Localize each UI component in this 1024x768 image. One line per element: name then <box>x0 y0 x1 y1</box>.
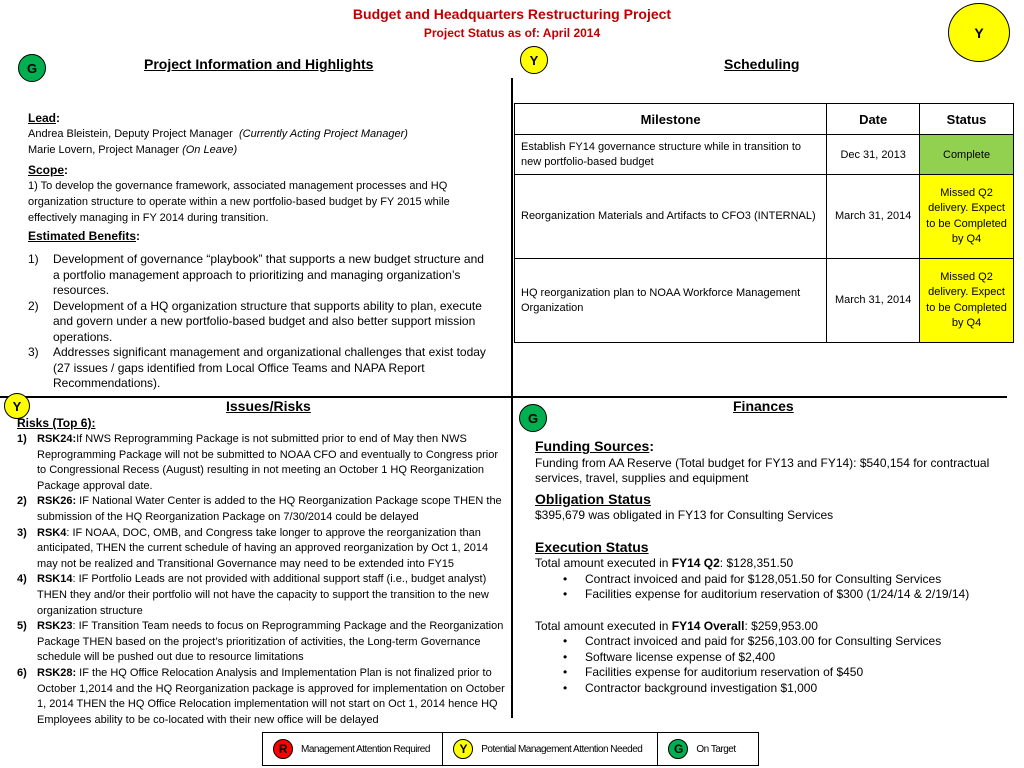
status-cell: Missed Q2 delivery. Expect to be Completed by Q4 <box>920 175 1014 259</box>
date-cell: March 31, 2014 <box>827 259 920 343</box>
list-item: • Contract invoiced and paid for $128,051.50 for Consulting Services <box>535 572 1005 588</box>
scheduling-heading: Scheduling <box>724 56 800 72</box>
legend-label: On Target <box>696 743 736 755</box>
lead-line2: Marie Lovern, Project Manager <box>28 144 180 156</box>
list-item: • Facilities expense for auditorium reservation of $450 <box>535 665 1005 681</box>
project-info-heading: Project Information and Highlights <box>144 56 374 72</box>
milestone-cell: Reorganization Materials and Artifacts to CFO3 (INTERNAL) <box>515 175 827 259</box>
q2-line: Total amount executed in FY14 Q2: $128,351.50 <box>535 556 794 570</box>
legend-red-dot: R <box>273 739 293 759</box>
finances-heading: Finances <box>733 398 794 414</box>
date-header: Date <box>827 104 920 135</box>
lead-label: Lead <box>28 111 57 125</box>
list-item: 4) RSK14: IF Portfolio Leads are not provided with additional support staff (i.e., budget analyst) THEN they and/or their portfolio will not have the capacity to support the transition to the new organization structure <box>17 573 489 617</box>
lead-block: Lead: Andrea Bleistein, Deputy Project Manager (Currently Acting Project Manager) Marie Lovern, Project Manager (On Leave) Scope: 1) To develop the governance framework, associated management processes and HQ organization structure to operate within a new portfolio-based budget by FY 2015 while effectively managing in FY 2014 during transition. Estimated Benefits: <box>28 110 498 244</box>
legend-yellow-dot: Y <box>453 739 473 759</box>
table-row <box>515 175 1014 259</box>
project-info-status-badge: G <box>18 54 46 82</box>
risks-label: Risks (Top 6): <box>17 416 96 430</box>
obligation-label: Obligation Status <box>535 490 651 507</box>
legend-label: Management Attention Required <box>301 743 430 755</box>
benefit-item: 1) Development of governance “playbook” that supports a new budget structure and a portfolio management approach to prioritizing and managing organization’s resources. <box>28 252 484 297</box>
legend-green-dot: G <box>668 739 688 759</box>
milestone-cell: Establish FY14 governance structure while in transition to new portfolio-based budget <box>515 135 827 175</box>
issues-status-badge: Y <box>4 393 30 419</box>
horizontal-divider <box>0 396 1007 398</box>
benefits-list <box>28 252 488 392</box>
benefit-item: 3) Addresses significant management and organizational challenges that exist today (27 issues / gaps identified from Local Office Teams and NAPA Report Recommendations). <box>28 345 486 390</box>
execution-label: Execution Status <box>535 538 649 555</box>
list-item: 3) RSK4: IF NOAA, DOC, OMB, and Congress take longer to approve the reorganization than anticipated, THEN the current schedule of having an approved reorganization by Oct 1, 2014 may not be realized and Transitional Governance may need to be extended into FY15 <box>17 526 489 570</box>
status-header: Status <box>920 104 1014 135</box>
list-item: • Facilities expense for auditorium reservation of $300 (1/24/14 & 2/19/14) <box>535 587 1005 603</box>
legend-item-red <box>263 733 443 765</box>
list-item: 5) RSK23: IF Transition Team needs to focus on Reprogramming Package and the Reorganization Package THEN based on the project’s prioritization of activities, the Long-term Governance schedule will be pushed out due to resource limitations <box>17 620 504 664</box>
scheduling-status-badge: Y <box>520 46 548 74</box>
finances-block: Funding Sources: Funding from AA Reserve (Total budget for FY13 and FY14): $540,154 for contractual services, travel, supplies and equipment Obligation Status $395,679 was obligated in FY13 for Consulting Services Execution Status Total amount executed in FY14 Q2: $128,351.50 • Contract invoiced and paid for $128,051.50 for Consulting Services • Facilities expense for auditorium reservation of $300 (1/24/14 & 2/19/14) Total amount executed in FY14 Overall: $259,953.00 • Contract invoiced and paid for $256,103.00 for Consulting Services • Software license expense of $2,400 • Facilities expense for auditorium reservation of $450 • Contractor background investigation $1,000 <box>535 439 1005 696</box>
table-row <box>515 259 1014 343</box>
funding-label: Funding Sources <box>535 438 650 454</box>
scope-label: Scope <box>28 163 65 177</box>
list-item: 1) RSK24:If NWS Reprogramming Package is not submitted prior to end of May then NWS Reprogramming Package will not be submitted to NOAA CFO and eventually to Congress prior to Congressional Recess (August) resulting in not meeting an October 1 HQ Reorganization Package approval date. <box>17 433 498 492</box>
list-item: • Software license expense of $2,400 <box>535 650 1005 666</box>
list-item: 2) RSK26: IF National Water Center is added to the HQ Reorganization Package scope THEN the submission of the HQ Reorganization Package on 7/30/2014 could be delayed <box>17 495 502 523</box>
milestone-header: Milestone <box>515 104 827 135</box>
date-cell: Dec 31, 2013 <box>827 135 920 175</box>
milestone-cell: HQ reorganization plan to NOAA Workforce Management Organization <box>515 259 827 343</box>
legend-label: Potential Management Attention Needed <box>481 743 643 755</box>
overall-status-badge: Y <box>948 3 1010 62</box>
funding-text: Funding from AA Reserve (Total budget for FY13 and FY14): $540,154 for contractual services, travel, supplies and equipment <box>535 455 990 485</box>
risk-list <box>17 432 509 728</box>
vertical-divider <box>511 78 513 718</box>
status-legend <box>262 732 759 766</box>
date-cell: March 31, 2014 <box>827 175 920 259</box>
lead-line2-note: (On Leave) <box>182 144 238 156</box>
table-row <box>515 135 1014 175</box>
list-item: • Contractor background investigation $1,000 <box>535 681 1005 697</box>
overall-line: Total amount executed in FY14 Overall: $259,953.00 <box>535 618 818 633</box>
page-subtitle: Project Status as of: April 2014 <box>423 26 601 40</box>
lead-line1-note: (Currently Acting Project Manager) <box>238 128 408 140</box>
status-cell: Complete <box>920 135 1014 175</box>
list-item: • Contract invoiced and paid for $256,103.00 for Consulting Services <box>535 634 1005 650</box>
finances-status-badge: G <box>519 404 547 432</box>
obligation-text: $395,679 was obligated in FY13 for Consulting Services <box>535 508 834 522</box>
lead-line1: Andrea Bleistein, Deputy Project Manager <box>28 128 233 140</box>
scope-text: 1) To develop the governance framework, associated management processes and HQ organization structure to operate within a new portfolio-based budget by FY 2015 while effectively managing in FY 2014 during transition. <box>28 180 450 224</box>
legend-item-green <box>658 733 758 765</box>
overall-items <box>535 634 1005 696</box>
q2-items <box>535 572 1005 603</box>
list-item: 6) RSK28: IF the HQ Office Relocation Analysis and Implementation Plan is not finalized prior to October 1,2014 and the HQ Reorganization package is approved for implementation on October 1, 2014 THEN the HQ Office Relocation implementation will not start on Oct 1, 2014 hence HQ Employees ability to be co-located with their new office will be delayed <box>17 666 505 726</box>
milestone-header-row <box>515 104 1014 135</box>
benefits-label: Estimated Benefits <box>28 229 137 243</box>
status-cell: Missed Q2 delivery. Expect to be Completed by Q4 <box>920 259 1014 343</box>
legend-item-yellow <box>443 733 658 765</box>
benefit-item: 2) Development of a HQ organization structure that supports ability to plan, execute and govern under a new portfolio-based budget and also better support mission operations. <box>28 298 482 344</box>
milestone-table <box>514 103 1014 343</box>
issues-heading: Issues/Risks <box>226 398 311 414</box>
page-title: Budget and Headquarters Restructuring Project <box>352 6 672 22</box>
